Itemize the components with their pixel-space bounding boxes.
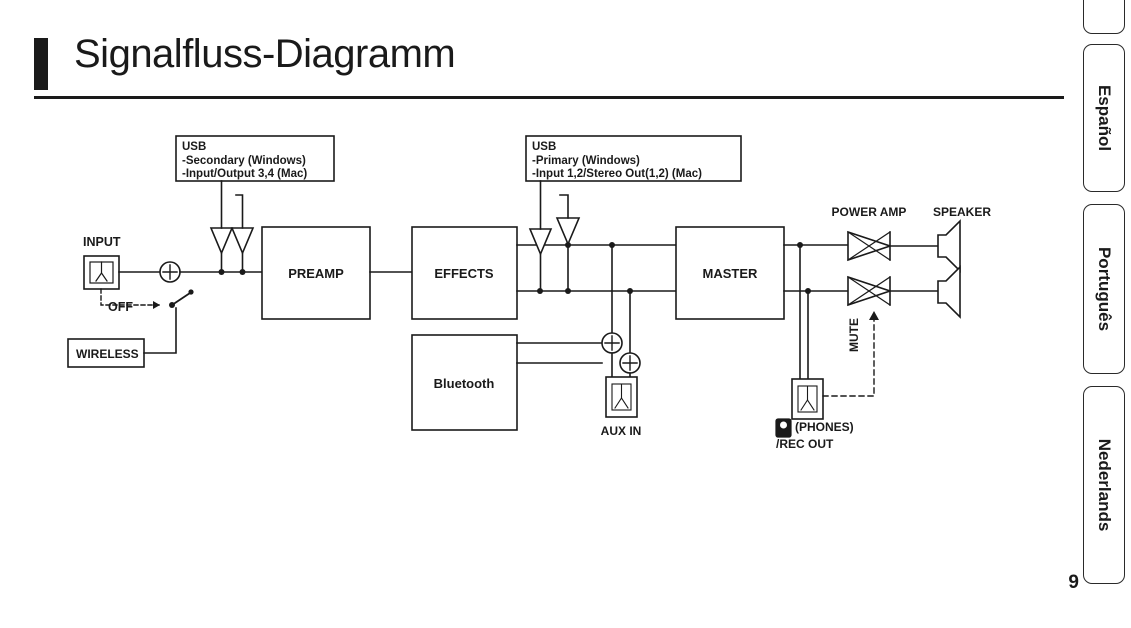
usb-primary-line2: -Primary (Windows) [532, 155, 640, 167]
title-divider [34, 96, 1064, 99]
wireless-label: WIRELESS [76, 347, 139, 361]
usb-secondary-line1: USB [182, 141, 207, 153]
usb-secondary-amp-in [211, 228, 232, 253]
rec-out-label: /REC OUT [776, 437, 834, 451]
phones-label: (PHONES) [795, 420, 854, 434]
signal-flow-diagram [0, 105, 1030, 505]
mute-arrowhead [869, 311, 879, 320]
aux-in-label: AUX IN [600, 424, 642, 438]
phones-plug-icon-hole [780, 422, 787, 429]
speaker-top-icon [938, 221, 960, 271]
effects-label: EFFECTS [434, 266, 494, 281]
preamp-label: PREAMP [288, 266, 344, 281]
side-tab-label: Español [1095, 84, 1114, 152]
speaker-bottom-icon [938, 267, 960, 317]
speaker-label: SPEAKER [932, 205, 992, 219]
usb-primary-amp-out [557, 218, 579, 244]
usb-secondary-amp-out [232, 228, 253, 253]
usb-primary-line3: -Input 1,2/Stereo Out(1,2) (Mac) [532, 168, 702, 180]
side-tab-espanol[interactable] [1083, 44, 1125, 192]
page-header [34, 32, 1064, 98]
usb-secondary-line2: -Secondary (Windows) [182, 155, 306, 167]
side-tab-top[interactable] [1083, 0, 1125, 34]
usb-secondary-line3: -Input/Output 3,4 (Mac) [182, 168, 308, 180]
wire-wireless-to-switch [144, 308, 176, 353]
side-tab-portugues[interactable] [1083, 204, 1125, 374]
mute-label: MUTE [847, 318, 861, 352]
wire-usb-prim-amp-out-top [560, 195, 568, 218]
off-label: OFF [108, 300, 133, 314]
wire-usb-sec-amp-out-top [236, 195, 243, 228]
switch-contact [188, 289, 193, 294]
bluetooth-label: Bluetooth [433, 376, 495, 391]
page-number: 9 [1068, 572, 1079, 593]
title-accent-bar [34, 38, 48, 90]
side-tab-label: Português [1095, 246, 1114, 332]
page-title: Signalfluss-Diagramm [74, 32, 456, 76]
side-tab-label: Nederlands [1095, 438, 1114, 532]
junction-dot [240, 269, 246, 275]
off-arrowhead [153, 301, 160, 309]
power-amp-label: POWER AMP [831, 205, 907, 219]
input-label: INPUT [83, 235, 121, 249]
side-tab-nederlands[interactable] [1083, 386, 1125, 584]
switch-lever [172, 293, 190, 305]
usb-primary-amp-in [530, 229, 551, 254]
usb-primary-line1: USB [532, 141, 557, 153]
master-label: MASTER [702, 266, 758, 281]
junction-dot [219, 269, 225, 275]
